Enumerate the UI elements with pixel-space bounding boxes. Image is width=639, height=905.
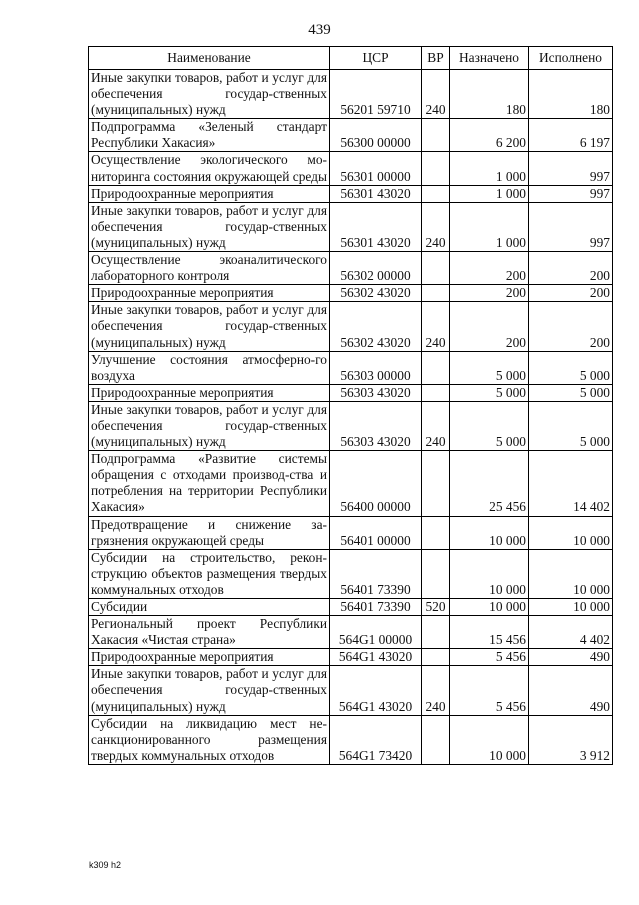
cell-name: Иные закупки товаров, работ и услуг для обеспечения государ-ственных (муниципальных) нужд	[89, 401, 330, 450]
cell-executed: 200	[529, 302, 613, 351]
cell-csr: 56401 73390	[330, 599, 422, 616]
table-row	[89, 599, 613, 616]
cell-assigned: 1 000	[450, 152, 529, 185]
cell-csr: 56302 43020	[330, 302, 422, 351]
cell-vr: 240	[422, 666, 450, 715]
cell-csr: 56401 00000	[330, 516, 422, 549]
table-row	[89, 285, 613, 302]
cell-executed: 10 000	[529, 599, 613, 616]
table-header-row	[89, 47, 613, 70]
cell-csr: 56201 59710	[330, 70, 422, 119]
table-row	[89, 451, 613, 516]
cell-assigned: 180	[450, 70, 529, 119]
table-row	[89, 351, 613, 384]
cell-csr: 56301 00000	[330, 152, 422, 185]
cell-executed: 490	[529, 649, 613, 666]
cell-vr	[422, 285, 450, 302]
table-row	[89, 715, 613, 764]
cell-executed: 5 000	[529, 351, 613, 384]
cell-assigned: 10 000	[450, 599, 529, 616]
cell-executed: 3 912	[529, 715, 613, 764]
cell-vr: 240	[422, 70, 450, 119]
column-header-assigned: Назначено	[450, 47, 529, 70]
column-header-executed: Исполнено	[529, 47, 613, 70]
cell-assigned: 6 200	[450, 119, 529, 152]
cell-vr: 520	[422, 599, 450, 616]
cell-executed: 997	[529, 152, 613, 185]
table-row	[89, 152, 613, 185]
cell-assigned: 1 000	[450, 185, 529, 202]
cell-name: Субсидии на ликвидацию мест не-санкционированного размещения твердых коммунальных отходов	[89, 715, 330, 764]
cell-vr: 240	[422, 202, 450, 251]
cell-assigned: 15 456	[450, 616, 529, 649]
cell-vr	[422, 152, 450, 185]
cell-executed: 5 000	[529, 401, 613, 450]
cell-executed: 14 402	[529, 451, 613, 516]
table-row	[89, 549, 613, 598]
page-number: 439	[308, 22, 331, 38]
cell-name: Подпрограмма «Зеленый стандарт Республики Хакасия»	[89, 119, 330, 152]
cell-name: Подпрограмма «Развитие системы обращения с отходами производ-ства и потребления на территории Республики Хакасия»	[89, 451, 330, 516]
cell-name: Региональный проект Республики Хакасия «Чистая страна»	[89, 616, 330, 649]
cell-executed: 997	[529, 202, 613, 251]
cell-name: Природоохранные мероприятия	[89, 185, 330, 202]
column-header-csr: ЦСР	[330, 47, 422, 70]
cell-executed: 10 000	[529, 549, 613, 598]
cell-assigned: 1 000	[450, 202, 529, 251]
cell-vr	[422, 384, 450, 401]
budget-table	[88, 46, 613, 765]
cell-csr: 56401 73390	[330, 549, 422, 598]
cell-name: Иные закупки товаров, работ и услуг для обеспечения государ-ственных (муниципальных) нужд	[89, 302, 330, 351]
cell-name: Осуществление экоаналитического лабораторного контроля	[89, 252, 330, 285]
cell-executed: 200	[529, 285, 613, 302]
table-row	[89, 401, 613, 450]
cell-csr: 56303 00000	[330, 351, 422, 384]
cell-assigned: 10 000	[450, 516, 529, 549]
cell-csr: 564G1 43020	[330, 649, 422, 666]
cell-assigned: 5 456	[450, 666, 529, 715]
cell-vr	[422, 451, 450, 516]
cell-name: Субсидии	[89, 599, 330, 616]
table-row	[89, 202, 613, 251]
table-row	[89, 516, 613, 549]
table-row	[89, 649, 613, 666]
cell-csr: 56301 43020	[330, 185, 422, 202]
cell-csr: 56400 00000	[330, 451, 422, 516]
cell-name: Природоохранные мероприятия	[89, 649, 330, 666]
cell-csr: 564G1 43020	[330, 666, 422, 715]
cell-name: Природоохранные мероприятия	[89, 285, 330, 302]
cell-vr	[422, 616, 450, 649]
cell-name: Предотвращение и снижение за-грязнения окружающей среды	[89, 516, 330, 549]
cell-assigned: 5 000	[450, 384, 529, 401]
cell-vr	[422, 715, 450, 764]
cell-name: Осуществление экологического мо-ниторинга состояния окружающей среды	[89, 152, 330, 185]
column-header-vr: ВР	[422, 47, 450, 70]
cell-name: Иные закупки товаров, работ и услуг для обеспечения государ-ственных (муниципальных) нужд	[89, 666, 330, 715]
cell-csr: 56303 43020	[330, 384, 422, 401]
cell-executed: 180	[529, 70, 613, 119]
cell-vr	[422, 649, 450, 666]
cell-name: Иные закупки товаров, работ и услуг для обеспечения государ-ственных (муниципальных) нужд	[89, 202, 330, 251]
cell-name: Иные закупки товаров, работ и услуг для обеспечения государ-ственных (муниципальных) нужд	[89, 70, 330, 119]
cell-executed: 490	[529, 666, 613, 715]
cell-assigned: 10 000	[450, 715, 529, 764]
cell-executed: 4 402	[529, 616, 613, 649]
cell-csr: 564G1 73420	[330, 715, 422, 764]
cell-vr	[422, 351, 450, 384]
table-row	[89, 302, 613, 351]
cell-executed: 200	[529, 252, 613, 285]
cell-vr	[422, 119, 450, 152]
cell-executed: 997	[529, 185, 613, 202]
cell-name: Субсидии на строительство, рекон-струкцию объектов размещения твердых коммунальных отходов	[89, 549, 330, 598]
cell-vr: 240	[422, 401, 450, 450]
table-row	[89, 119, 613, 152]
table-row	[89, 616, 613, 649]
column-header-name: Наименование	[89, 47, 330, 70]
cell-executed: 5 000	[529, 384, 613, 401]
cell-executed: 6 197	[529, 119, 613, 152]
cell-csr: 56302 43020	[330, 285, 422, 302]
cell-assigned: 5 000	[450, 351, 529, 384]
cell-assigned: 200	[450, 285, 529, 302]
cell-vr	[422, 185, 450, 202]
cell-executed: 10 000	[529, 516, 613, 549]
table-row	[89, 70, 613, 119]
cell-vr	[422, 516, 450, 549]
cell-vr	[422, 252, 450, 285]
cell-csr: 56300 00000	[330, 119, 422, 152]
table-row	[89, 384, 613, 401]
cell-csr: 56301 43020	[330, 202, 422, 251]
cell-csr: 56303 43020	[330, 401, 422, 450]
table-row	[89, 252, 613, 285]
cell-name: Улучшение состояния атмосферно-го воздуха	[89, 351, 330, 384]
cell-assigned: 200	[450, 252, 529, 285]
cell-csr: 564G1 00000	[330, 616, 422, 649]
table-row	[89, 185, 613, 202]
cell-name: Природоохранные мероприятия	[89, 384, 330, 401]
cell-csr: 56302 00000	[330, 252, 422, 285]
cell-assigned: 5 456	[450, 649, 529, 666]
cell-assigned: 25 456	[450, 451, 529, 516]
table-row	[89, 666, 613, 715]
cell-assigned: 10 000	[450, 549, 529, 598]
cell-assigned: 200	[450, 302, 529, 351]
cell-assigned: 5 000	[450, 401, 529, 450]
cell-vr: 240	[422, 302, 450, 351]
footer-code: k309 h2	[89, 860, 122, 870]
cell-vr	[422, 549, 450, 598]
